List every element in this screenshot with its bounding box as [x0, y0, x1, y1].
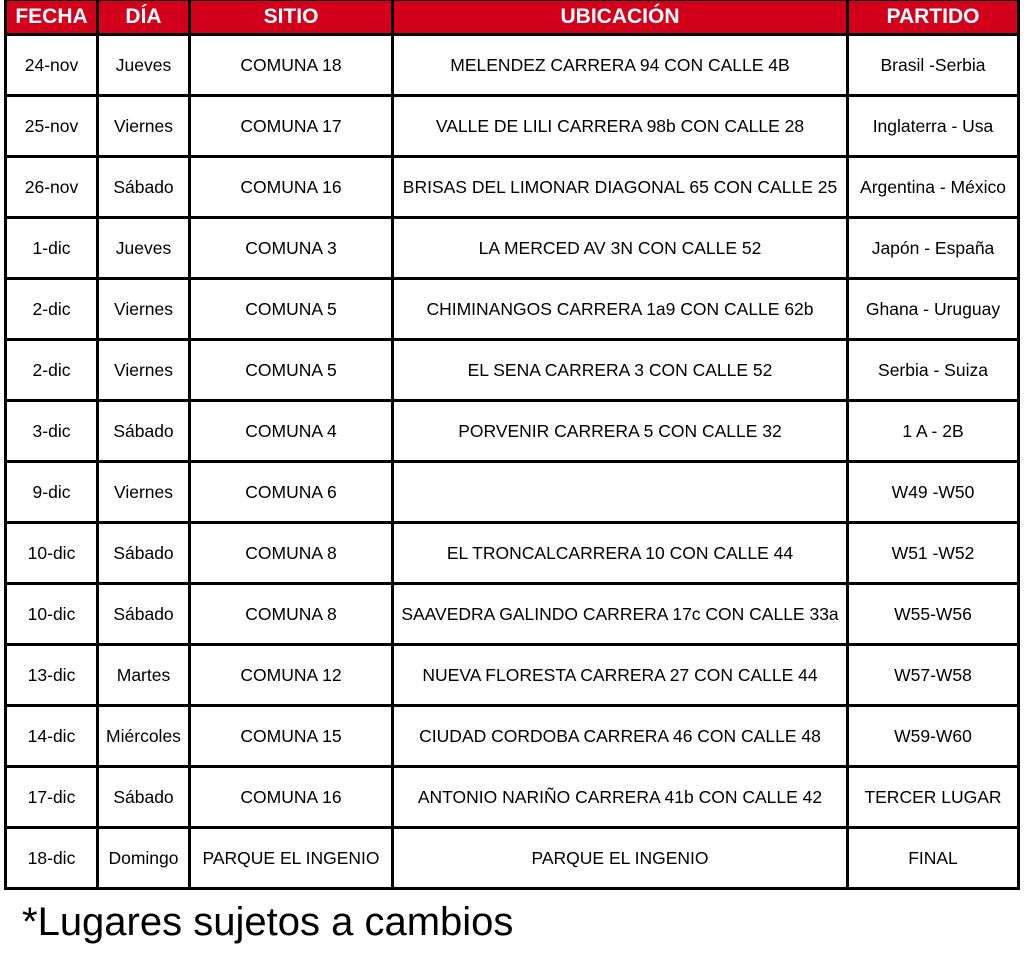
- cell-sitio: COMUNA 6: [190, 462, 393, 523]
- cell-partido: Argentina - México: [848, 157, 1019, 218]
- cell-sitio: COMUNA 4: [190, 401, 393, 462]
- cell-partido: 1 A - 2B: [848, 401, 1019, 462]
- cell-dia: Martes: [98, 645, 190, 706]
- table-row: [6, 767, 1019, 828]
- cell-fecha: 3-dic: [6, 401, 98, 462]
- table-row: [6, 828, 1019, 889]
- cell-partido: W57-W58: [848, 645, 1019, 706]
- header-sitio: SITIO: [190, 1, 393, 35]
- cell-partido: W49 -W50: [848, 462, 1019, 523]
- table-row: [6, 401, 1019, 462]
- table-row: [6, 523, 1019, 584]
- cell-sitio: COMUNA 5: [190, 279, 393, 340]
- cell-dia: Viernes: [98, 96, 190, 157]
- cell-ubicacion: EL TRONCALCARRERA 10 CON CALLE 44: [393, 523, 848, 584]
- cell-dia: Viernes: [98, 340, 190, 401]
- table-row: [6, 462, 1019, 523]
- cell-ubicacion: SAAVEDRA GALINDO CARRERA 17c CON CALLE 33a: [393, 584, 848, 645]
- cell-sitio: COMUNA 3: [190, 218, 393, 279]
- header-ubicacion: UBICACIÓN: [393, 1, 848, 35]
- table-row: [6, 279, 1019, 340]
- table-row: [6, 96, 1019, 157]
- cell-sitio: COMUNA 16: [190, 767, 393, 828]
- cell-dia: Jueves: [98, 218, 190, 279]
- cell-ubicacion: NUEVA FLORESTA CARRERA 27 CON CALLE 44: [393, 645, 848, 706]
- cell-ubicacion: PORVENIR CARRERA 5 CON CALLE 32: [393, 401, 848, 462]
- cell-ubicacion: ANTONIO NARIÑO CARRERA 41b CON CALLE 42: [393, 767, 848, 828]
- cell-ubicacion: CHIMINANGOS CARRERA 1a9 CON CALLE 62b: [393, 279, 848, 340]
- cell-sitio: COMUNA 16: [190, 157, 393, 218]
- header-dia: DÍA: [98, 1, 190, 35]
- cell-partido: W51 -W52: [848, 523, 1019, 584]
- cell-fecha: 26-nov: [6, 157, 98, 218]
- cell-sitio: COMUNA 12: [190, 645, 393, 706]
- cell-partido: Brasil -Serbia: [848, 35, 1019, 96]
- cell-partido: Ghana - Uruguay: [848, 279, 1019, 340]
- cell-ubicacion: VALLE DE LILI CARRERA 98b CON CALLE 28: [393, 96, 848, 157]
- cell-ubicacion: [393, 462, 848, 523]
- cell-partido: TERCER LUGAR: [848, 767, 1019, 828]
- table-row: [6, 706, 1019, 767]
- cell-ubicacion: MELENDEZ CARRERA 94 CON CALLE 4B: [393, 35, 848, 96]
- cell-fecha: 17-dic: [6, 767, 98, 828]
- table-row: [6, 645, 1019, 706]
- schedule-body: [6, 35, 1019, 889]
- cell-dia: Sábado: [98, 157, 190, 218]
- cell-sitio: COMUNA 17: [190, 96, 393, 157]
- cell-fecha: 9-dic: [6, 462, 98, 523]
- cell-sitio: COMUNA 5: [190, 340, 393, 401]
- cell-ubicacion: PARQUE EL INGENIO: [393, 828, 848, 889]
- cell-fecha: 2-dic: [6, 279, 98, 340]
- cell-fecha: 13-dic: [6, 645, 98, 706]
- cell-fecha: 2-dic: [6, 340, 98, 401]
- cell-dia: Miércoles: [98, 706, 190, 767]
- cell-sitio: COMUNA 8: [190, 523, 393, 584]
- cell-partido: Serbia - Suiza: [848, 340, 1019, 401]
- cell-dia: Sábado: [98, 584, 190, 645]
- cell-dia: Sábado: [98, 401, 190, 462]
- cell-dia: Jueves: [98, 35, 190, 96]
- cell-fecha: 14-dic: [6, 706, 98, 767]
- cell-sitio: COMUNA 8: [190, 584, 393, 645]
- cell-fecha: 25-nov: [6, 96, 98, 157]
- table-row: [6, 35, 1019, 96]
- cell-dia: Viernes: [98, 279, 190, 340]
- table-row: [6, 157, 1019, 218]
- cell-fecha: 1-dic: [6, 218, 98, 279]
- cell-partido: W55-W56: [848, 584, 1019, 645]
- cell-sitio: PARQUE EL INGENIO: [190, 828, 393, 889]
- cell-fecha: 18-dic: [6, 828, 98, 889]
- cell-dia: Viernes: [98, 462, 190, 523]
- cell-partido: Inglaterra - Usa: [848, 96, 1019, 157]
- cell-ubicacion: CIUDAD CORDOBA CARRERA 46 CON CALLE 48: [393, 706, 848, 767]
- cell-ubicacion: EL SENA CARRERA 3 CON CALLE 52: [393, 340, 848, 401]
- cell-partido: FINAL: [848, 828, 1019, 889]
- header-fecha: FECHA: [6, 1, 98, 35]
- cell-dia: Sábado: [98, 767, 190, 828]
- cell-ubicacion: BRISAS DEL LIMONAR DIAGONAL 65 CON CALLE 25: [393, 157, 848, 218]
- cell-sitio: COMUNA 18: [190, 35, 393, 96]
- header-partido: PARTIDO: [848, 1, 1019, 35]
- cell-dia: Sábado: [98, 523, 190, 584]
- cell-fecha: 10-dic: [6, 584, 98, 645]
- cell-dia: Domingo: [98, 828, 190, 889]
- cell-partido: W59-W60: [848, 706, 1019, 767]
- cell-fecha: 10-dic: [6, 523, 98, 584]
- cell-partido: Japón - España: [848, 218, 1019, 279]
- cell-fecha: 24-nov: [6, 35, 98, 96]
- table-row: [6, 340, 1019, 401]
- cell-ubicacion: LA MERCED AV 3N CON CALLE 52: [393, 218, 848, 279]
- schedule-table-wrapper: [4, 0, 1017, 890]
- table-row: [6, 218, 1019, 279]
- schedule-table: [4, 0, 1020, 890]
- table-header-row: [6, 1, 1019, 35]
- cell-sitio: COMUNA 15: [190, 706, 393, 767]
- table-row: [6, 584, 1019, 645]
- footnote: *Lugares sujetos a cambios: [22, 900, 514, 944]
